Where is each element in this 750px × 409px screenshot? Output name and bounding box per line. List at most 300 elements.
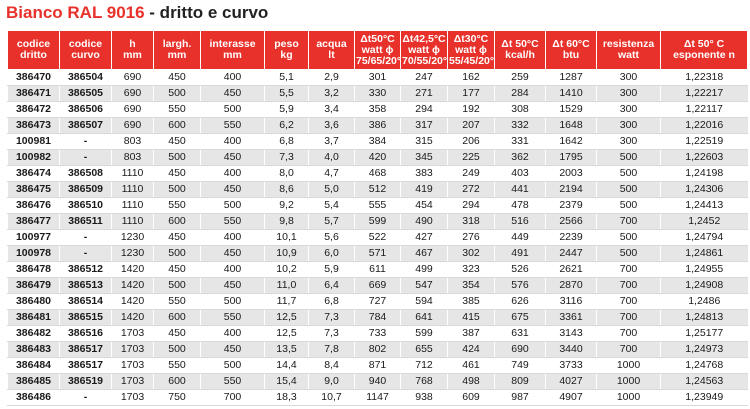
table-cell: 1,24813: [661, 310, 748, 326]
table-cell: 2621: [546, 262, 597, 278]
table-cell: 1,24198: [661, 166, 748, 182]
table-cell: 454: [401, 198, 448, 214]
cell-codice-dritto: 386486: [8, 390, 60, 406]
table-cell: 247: [401, 70, 448, 86]
table-cell: 987: [495, 390, 546, 406]
table-row: [8, 358, 748, 374]
table-cell: 500: [154, 342, 201, 358]
table-cell: 500: [597, 246, 661, 262]
table-cell: 271: [401, 86, 448, 102]
cell-codice-curvo: 386514: [60, 294, 112, 310]
table-cell: 300: [597, 134, 661, 150]
table-cell: 1,24955: [661, 262, 748, 278]
table-cell: 3361: [546, 310, 597, 326]
table-cell: 550: [201, 118, 265, 134]
table-cell: 500: [597, 198, 661, 214]
table-cell: 555: [355, 198, 401, 214]
table-cell: 1230: [112, 230, 154, 246]
cell-codice-dritto: 386472: [8, 102, 60, 118]
column-header-line: Δt50°C: [360, 32, 395, 45]
column-header-line: kg: [280, 49, 293, 61]
table-cell: 415: [448, 310, 495, 326]
table-cell: 690: [112, 102, 154, 118]
table-cell: 385: [448, 294, 495, 310]
radiator-spec-table: [7, 30, 748, 406]
cell-codice-curvo: 386517: [60, 342, 112, 358]
table-cell: 700: [597, 278, 661, 294]
table-cell: 4,0: [309, 150, 355, 166]
table-cell: 450: [201, 278, 265, 294]
table-cell: 727: [355, 294, 401, 310]
table-body: [8, 70, 748, 406]
page-title: [6, 1, 268, 25]
table-cell: 547: [401, 278, 448, 294]
cell-codice-dritto: 386485: [8, 374, 60, 390]
table-cell: 1703: [112, 342, 154, 358]
column-header-line: Δt 60°C: [552, 38, 590, 50]
table-row: [8, 166, 748, 182]
table-cell: 1703: [112, 326, 154, 342]
table-row: [8, 70, 748, 86]
table-cell: 700: [597, 310, 661, 326]
table-cell: 162: [448, 70, 495, 86]
cell-codice-curvo: 386516: [60, 326, 112, 342]
table-cell: 450: [154, 70, 201, 86]
table-cell: 784: [355, 310, 401, 326]
table-row: [8, 150, 748, 166]
table-cell: 522: [355, 230, 401, 246]
table-row: [8, 374, 748, 390]
table-cell: 749: [495, 358, 546, 374]
table-cell: 450: [201, 342, 265, 358]
table-cell: 450: [154, 262, 201, 278]
table-cell: 609: [448, 390, 495, 406]
column-header-line: resistenza: [602, 38, 655, 50]
table-cell: 18,3: [265, 390, 309, 406]
table-cell: 206: [448, 134, 495, 150]
table-cell: 1,22117: [661, 102, 748, 118]
table-cell: 500: [201, 102, 265, 118]
cell-codice-curvo: 386519: [60, 374, 112, 390]
table-cell: 450: [154, 134, 201, 150]
table-cell: 207: [448, 118, 495, 134]
table-cell: 318: [448, 214, 495, 230]
table-cell: 7,8: [309, 342, 355, 358]
table-cell: 323: [448, 262, 495, 278]
table-cell: 500: [597, 150, 661, 166]
column-header-line: kcal/h: [505, 49, 535, 61]
table-cell: 500: [154, 278, 201, 294]
table-cell: 1642: [546, 134, 597, 150]
cell-codice-dritto: 386475: [8, 182, 60, 198]
table-cell: 10,1: [265, 230, 309, 246]
table-cell: 871: [355, 358, 401, 374]
table-cell: 300: [597, 118, 661, 134]
table-row: [8, 246, 748, 262]
table-cell: 9,2: [265, 198, 309, 214]
table-cell: 387: [448, 326, 495, 342]
table-cell: 2870: [546, 278, 597, 294]
table-cell: 809: [495, 374, 546, 390]
table-cell: 13,5: [265, 342, 309, 358]
table-cell: 1110: [112, 166, 154, 182]
table-cell: 3,7: [309, 134, 355, 150]
table-cell: 1,2486: [661, 294, 748, 310]
table-cell: 1287: [546, 70, 597, 86]
table-cell: 700: [201, 390, 265, 406]
table-cell: 700: [597, 214, 661, 230]
table-cell: 1795: [546, 150, 597, 166]
table-cell: 599: [355, 214, 401, 230]
table-cell: 12,5: [265, 310, 309, 326]
column-header: [546, 31, 597, 70]
column-header: [112, 31, 154, 70]
table-cell: 449: [495, 230, 546, 246]
table-cell: 499: [401, 262, 448, 278]
table-cell: 177: [448, 86, 495, 102]
table-cell: 690: [112, 86, 154, 102]
table-cell: 550: [201, 374, 265, 390]
table-cell: 750: [154, 390, 201, 406]
table-cell: 450: [201, 182, 265, 198]
table-cell: 478: [495, 198, 546, 214]
table-cell: 272: [448, 182, 495, 198]
table-cell: 500: [154, 246, 201, 262]
column-header: [201, 31, 265, 70]
table-cell: 1,22519: [661, 134, 748, 150]
table-cell: 550: [154, 294, 201, 310]
table-cell: 700: [597, 262, 661, 278]
table-cell: 500: [154, 182, 201, 198]
column-header-line: watt: [618, 49, 639, 61]
table-cell: 5,7: [309, 214, 355, 230]
table-cell: 1410: [546, 86, 597, 102]
cell-codice-dritto: 386473: [8, 118, 60, 134]
table-cell: 4027: [546, 374, 597, 390]
table-cell: 2,9: [309, 70, 355, 86]
table-cell: 5,1: [265, 70, 309, 86]
column-header-line: Δt30°C: [453, 32, 489, 45]
cell-codice-dritto: 386476: [8, 198, 60, 214]
table-cell: 308: [495, 102, 546, 118]
table-cell: 345: [401, 150, 448, 166]
table-cell: 8,0: [265, 166, 309, 182]
table-cell: 192: [448, 102, 495, 118]
table-cell: 803: [112, 150, 154, 166]
table-row: [8, 230, 748, 246]
table-row: [8, 198, 748, 214]
table-cell: 450: [154, 326, 201, 342]
table-cell: 300: [597, 86, 661, 102]
table-cell: 938: [401, 390, 448, 406]
cell-codice-dritto: 386484: [8, 358, 60, 374]
table-cell: 500: [201, 198, 265, 214]
table-cell: 1,24794: [661, 230, 748, 246]
table-cell: 5,4: [309, 198, 355, 214]
table-cell: 2566: [546, 214, 597, 230]
table-cell: 550: [154, 198, 201, 214]
column-header: [597, 31, 661, 70]
table-cell: 12,5: [265, 326, 309, 342]
table-row: [8, 102, 748, 118]
table-cell: 6,0: [309, 246, 355, 262]
table-cell: 712: [401, 358, 448, 374]
table-cell: 317: [401, 118, 448, 134]
table-cell: 700: [597, 326, 661, 342]
cell-codice-curvo: 386506: [60, 102, 112, 118]
table-cell: 9,8: [265, 214, 309, 230]
table-cell: 631: [495, 326, 546, 342]
column-header-line: Δt 50°C: [501, 38, 539, 50]
table-cell: 4907: [546, 390, 597, 406]
cell-codice-curvo: 386517: [60, 358, 112, 374]
cell-codice-curvo: -: [60, 150, 112, 166]
table-cell: 600: [154, 310, 201, 326]
table-row: [8, 294, 748, 310]
column-header-line: watt ϕ: [455, 43, 487, 56]
table-cell: 362: [495, 150, 546, 166]
table-cell: 1703: [112, 374, 154, 390]
table-cell: 3143: [546, 326, 597, 342]
table-cell: 2239: [546, 230, 597, 246]
column-header-line: 55/45/20°: [449, 54, 495, 67]
table-cell: 576: [495, 278, 546, 294]
table-row: [8, 86, 748, 102]
table-cell: 1,22318: [661, 70, 748, 86]
column-header-line: btu: [562, 49, 580, 61]
table-cell: 600: [154, 214, 201, 230]
table-cell: 1,24413: [661, 198, 748, 214]
table-cell: 450: [201, 86, 265, 102]
table-cell: 1000: [597, 390, 661, 406]
table-cell: 1420: [112, 278, 154, 294]
cell-codice-curvo: 386505: [60, 86, 112, 102]
table-cell: 419: [401, 182, 448, 198]
table-cell: 10,2: [265, 262, 309, 278]
table-cell: 550: [154, 358, 201, 374]
column-header: [8, 31, 60, 70]
table-row: [8, 214, 748, 230]
table-row: [8, 134, 748, 150]
table-cell: 550: [201, 214, 265, 230]
cell-codice-curvo: 386504: [60, 70, 112, 86]
table-cell: 500: [597, 182, 661, 198]
table-cell: 249: [448, 166, 495, 182]
table-cell: 669: [355, 278, 401, 294]
title-suffix: - dritto e curvo: [144, 3, 269, 22]
table-cell: 550: [154, 102, 201, 118]
table-cell: 403: [495, 166, 546, 182]
table-cell: 300: [597, 70, 661, 86]
table-row: [8, 262, 748, 278]
table-cell: 8,4: [309, 358, 355, 374]
column-header: [60, 31, 112, 70]
table-cell: 332: [495, 118, 546, 134]
table-cell: 259: [495, 70, 546, 86]
column-header-line: largh.: [162, 38, 192, 50]
table-row: [8, 342, 748, 358]
cell-codice-curvo: -: [60, 134, 112, 150]
table-cell: 294: [401, 102, 448, 118]
table-cell: 1529: [546, 102, 597, 118]
table-cell: 1,25177: [661, 326, 748, 342]
table-cell: 571: [355, 246, 401, 262]
table-cell: 500: [201, 294, 265, 310]
cell-codice-dritto: 386481: [8, 310, 60, 326]
table-cell: 1,24306: [661, 182, 748, 198]
title-main: Bianco RAL 9016: [6, 3, 145, 22]
table-row: [8, 118, 748, 134]
table-cell: 400: [201, 166, 265, 182]
table-cell: 3,6: [309, 118, 355, 134]
table-cell: 331: [495, 134, 546, 150]
table-cell: 1,24861: [661, 246, 748, 262]
cell-codice-dritto: 386483: [8, 342, 60, 358]
table-cell: 498: [448, 374, 495, 390]
table-cell: 420: [355, 150, 401, 166]
table-cell: 441: [495, 182, 546, 198]
column-header-line: codice: [16, 38, 51, 50]
table-cell: 500: [201, 358, 265, 374]
table-cell: 1110: [112, 198, 154, 214]
table-cell: 330: [355, 86, 401, 102]
table-cell: 1,23949: [661, 390, 748, 406]
table-cell: 600: [154, 118, 201, 134]
table-cell: 1000: [597, 374, 661, 390]
table-cell: 384: [355, 134, 401, 150]
table-cell: 450: [201, 246, 265, 262]
column-header: [355, 31, 401, 70]
table-cell: 1703: [112, 358, 154, 374]
table-cell: 424: [448, 342, 495, 358]
table-cell: 7,3: [265, 150, 309, 166]
table-cell: 2447: [546, 246, 597, 262]
table-cell: 400: [201, 134, 265, 150]
table-cell: 1000: [597, 358, 661, 374]
table-cell: 467: [401, 246, 448, 262]
table-cell: 11,7: [265, 294, 309, 310]
table-cell: 690: [112, 118, 154, 134]
table-cell: 3,4: [309, 102, 355, 118]
cell-codice-curvo: 386510: [60, 198, 112, 214]
table-cell: 1,24768: [661, 358, 748, 374]
column-header-line: Δt 50° C: [683, 38, 725, 50]
table-cell: 1110: [112, 182, 154, 198]
table-cell: 1420: [112, 294, 154, 310]
column-header-line: codice: [68, 38, 103, 50]
table-cell: 655: [401, 342, 448, 358]
column-header-line: mm: [123, 49, 142, 61]
table-cell: 803: [112, 134, 154, 150]
table-row: [8, 182, 748, 198]
table-cell: 461: [448, 358, 495, 374]
table-cell: 315: [401, 134, 448, 150]
table-cell: 4,7: [309, 166, 355, 182]
table-cell: 733: [355, 326, 401, 342]
table-cell: 599: [401, 326, 448, 342]
table-cell: 550: [201, 310, 265, 326]
table-cell: 512: [355, 182, 401, 198]
table-cell: 1230: [112, 246, 154, 262]
table-cell: 940: [355, 374, 401, 390]
column-header: [154, 31, 201, 70]
column-header-line: mm: [167, 49, 187, 61]
column-header-line: Δt42,5°C: [402, 32, 446, 45]
cell-codice-dritto: 386470: [8, 70, 60, 86]
column-header-line: acqua: [316, 38, 347, 50]
table-cell: 354: [448, 278, 495, 294]
table-cell: 3440: [546, 342, 597, 358]
table-cell: 400: [201, 326, 265, 342]
column-header-line: interasse: [209, 38, 256, 50]
table-cell: 9,0: [309, 374, 355, 390]
table-cell: 5,5: [265, 86, 309, 102]
table-cell: 14,4: [265, 358, 309, 374]
table-cell: 427: [401, 230, 448, 246]
table-cell: 500: [154, 86, 201, 102]
table-cell: 10,9: [265, 246, 309, 262]
table-cell: 276: [448, 230, 495, 246]
column-header-line: curvo: [71, 49, 100, 61]
table-cell: 690: [495, 342, 546, 358]
table-cell: 2003: [546, 166, 597, 182]
table-cell: 2194: [546, 182, 597, 198]
table-cell: 1420: [112, 262, 154, 278]
table-cell: 2379: [546, 198, 597, 214]
table-cell: 641: [401, 310, 448, 326]
table-cell: 386: [355, 118, 401, 134]
table-cell: 7,3: [309, 310, 355, 326]
cell-codice-dritto: 100982: [8, 150, 60, 166]
column-header-line: watt ϕ: [408, 43, 440, 56]
cell-codice-dritto: 386479: [8, 278, 60, 294]
table-cell: 6,8: [265, 134, 309, 150]
table-cell: 1,22603: [661, 150, 748, 166]
table-cell: 594: [401, 294, 448, 310]
cell-codice-curvo: 386508: [60, 166, 112, 182]
cell-codice-dritto: 386482: [8, 326, 60, 342]
table-cell: 526: [495, 262, 546, 278]
table-cell: 15,4: [265, 374, 309, 390]
cell-codice-curvo: 386507: [60, 118, 112, 134]
cell-codice-curvo: 386513: [60, 278, 112, 294]
cell-codice-dritto: 386477: [8, 214, 60, 230]
table-cell: 516: [495, 214, 546, 230]
table-cell: 1,22016: [661, 118, 748, 134]
cell-codice-curvo: 386511: [60, 214, 112, 230]
table-cell: 490: [401, 214, 448, 230]
table-cell: 1,24563: [661, 374, 748, 390]
table-cell: 500: [597, 230, 661, 246]
cell-codice-dritto: 386471: [8, 86, 60, 102]
table-cell: 300: [597, 102, 661, 118]
column-header-line: dritto: [20, 49, 47, 61]
column-header: [401, 31, 448, 70]
table-cell: 5,0: [309, 182, 355, 198]
table-cell: 294: [448, 198, 495, 214]
cell-codice-curvo: 386512: [60, 262, 112, 278]
table-cell: 500: [154, 150, 201, 166]
column-header-line: watt ϕ: [361, 43, 394, 56]
cell-codice-dritto: 386480: [8, 294, 60, 310]
table-cell: 358: [355, 102, 401, 118]
table-cell: 302: [448, 246, 495, 262]
table-header-row: [8, 31, 748, 70]
table-cell: 611: [355, 262, 401, 278]
table-cell: 400: [201, 70, 265, 86]
cell-codice-dritto: 386474: [8, 166, 60, 182]
table-cell: 8,6: [265, 182, 309, 198]
